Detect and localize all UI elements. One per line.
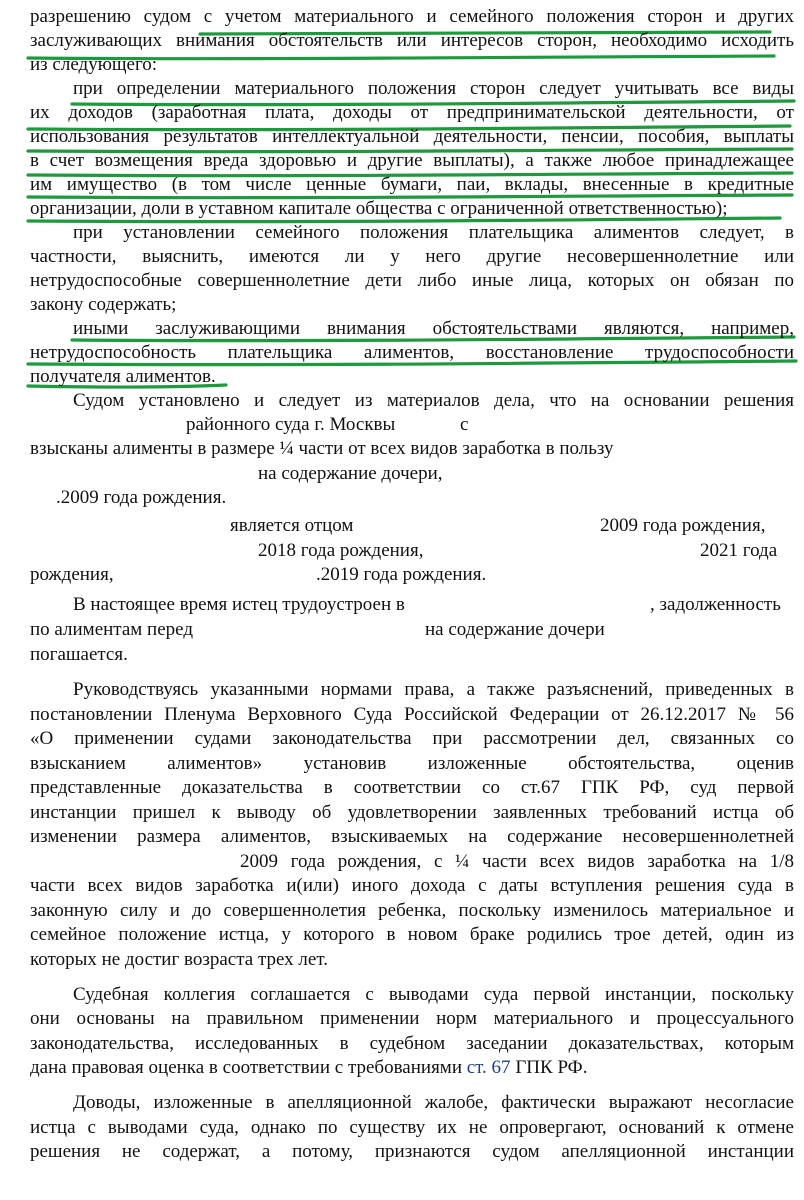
text-fragment: с bbox=[460, 414, 469, 435]
text-line: нетрудоспособные совершеннолетние дети либо иные лица, которых он обязан по bbox=[30, 270, 794, 291]
text-line bbox=[30, 1057, 587, 1079]
text-fragment: 2021 года bbox=[700, 540, 778, 561]
text-line: изменении размера алиментов, взыскиваемых на содержание несовершеннолетней bbox=[30, 826, 794, 847]
text-line: истца с выводами суда, однако по существу их не опровергают, оснований к отмене bbox=[30, 1117, 794, 1138]
text-fragment: 2009 года рождения, с ¼ части всех видов заработка на 1/8 bbox=[240, 851, 794, 872]
text-line: погашается. bbox=[30, 644, 128, 665]
text-fragment: по алиментам перед bbox=[30, 619, 193, 640]
text-line: инстанции пришел к выводу об удовлетворении заявленных требований истца об bbox=[30, 802, 794, 823]
text-fragment: на содержание дочери bbox=[425, 619, 605, 640]
text-fragment: , задолженность bbox=[650, 594, 781, 615]
text-line: заслуживающих внимания обстоятельств или интересов сторон, необходимо исходить bbox=[30, 30, 794, 51]
text-line: решения не содержат, а потому, признаются судом апелляционной инстанции bbox=[30, 1141, 794, 1162]
text-fragment: В настоящее время истец трудоустроен в bbox=[73, 594, 405, 615]
text-line: их доходов (заработная плата, доходы от предпринимательской деятельности, от bbox=[30, 102, 794, 123]
text-fragment: 2009 года рождения, bbox=[600, 515, 766, 536]
text-line: Судебная коллегия соглашается с выводами суда первой инстанции, поскольку bbox=[73, 984, 794, 1005]
text-line: при установлении семейного положения плательщика алиментов следует, в bbox=[73, 222, 794, 243]
text-line: частности, выяснить, имеются ли у него другие несовершеннолетние или bbox=[30, 246, 794, 267]
text-line: Судом установлено и следует из материалов дела, что на основании решения bbox=[73, 390, 794, 411]
text-fragment: дана правовая оценка в соответствии с требованиями bbox=[30, 1057, 462, 1078]
text-line: в счет возмещения вреда здоровью и другие выплаты), а также любое принадлежащее bbox=[30, 150, 794, 171]
text-line: «О применении судами законодательства при рассмотрении дел, связанных со bbox=[30, 728, 794, 749]
text-line: закону содержать; bbox=[30, 294, 177, 315]
text-line: организации, доли в уставном капитале общества с ограниченной ответственностью); bbox=[30, 198, 728, 219]
text-line: представленные доказательства в соответствии со ст.67 ГПК РФ, суд первой bbox=[30, 777, 794, 798]
text-line: законодательства, исследованных в судебном заседании доказательствах, которым bbox=[30, 1033, 794, 1054]
text-line: нетрудоспособность плательщика алиментов, восстановление трудоспособности bbox=[30, 342, 794, 363]
text-fragment: .2019 года рождения. bbox=[316, 564, 487, 585]
text-fragment: районного суда г. Москвы bbox=[186, 414, 396, 435]
text-line: законную силу и до совершеннолетия ребенка, поскольку изменилось материальное и bbox=[30, 900, 794, 921]
text-fragment: ГПК РФ. bbox=[515, 1057, 588, 1078]
text-line: разрешению судом с учетом материального и семейного положения сторон и других bbox=[30, 6, 794, 27]
text-line: семейное положение истца, у которого в новом браке родились трое детей, один из bbox=[30, 924, 794, 945]
text-line: Доводы, изложенные в апелляционной жалобе, фактически выражают несогласие bbox=[73, 1092, 794, 1113]
text-line: иными заслуживающими внимания обстоятельствами являются, например, bbox=[73, 318, 794, 339]
text-line: части всех видов заработка и(или) иного дохода с даты вступления решения суда в bbox=[30, 875, 794, 896]
text-line: им имущество (в том числе ценные бумаги, паи, вклады, внесенные в кредитные bbox=[30, 174, 794, 195]
text-line: взысканием алиментов» установив изложенные обстоятельства, оценив bbox=[30, 753, 794, 774]
text-line: Руководствуясь указанными нормами права, а также разъяснений, приведенных в bbox=[73, 679, 794, 700]
text-line: они основаны на правильном применении норм материального и процессуального bbox=[30, 1008, 794, 1029]
text-line: из следующего: bbox=[30, 54, 158, 75]
article-67-link[interactable]: ст. 67 bbox=[466, 1057, 511, 1078]
text-line: взысканы алименты в размере ¼ части от всех видов заработка в пользу bbox=[30, 438, 614, 459]
text-line: постановлении Пленума Верховного Суда Российской Федерации от 26.12.2017 № 56 bbox=[30, 704, 794, 725]
text-line: при определении материального положения сторон следует учитывать все виды bbox=[73, 78, 794, 99]
text-fragment: на содержание дочери, bbox=[258, 463, 443, 484]
text-line: получателя алиментов. bbox=[30, 366, 216, 387]
text-fragment: 2018 года рождения, bbox=[258, 540, 424, 561]
text-line: которых не достиг возраста трех лет. bbox=[30, 949, 328, 970]
text-line: использования результатов интеллектуальной деятельности, пенсии, пособия, выплаты bbox=[30, 126, 794, 147]
text-fragment: .2009 года рождения. bbox=[56, 487, 227, 508]
text-fragment: рождения, bbox=[30, 564, 114, 585]
text-fragment: является отцом bbox=[230, 515, 354, 536]
